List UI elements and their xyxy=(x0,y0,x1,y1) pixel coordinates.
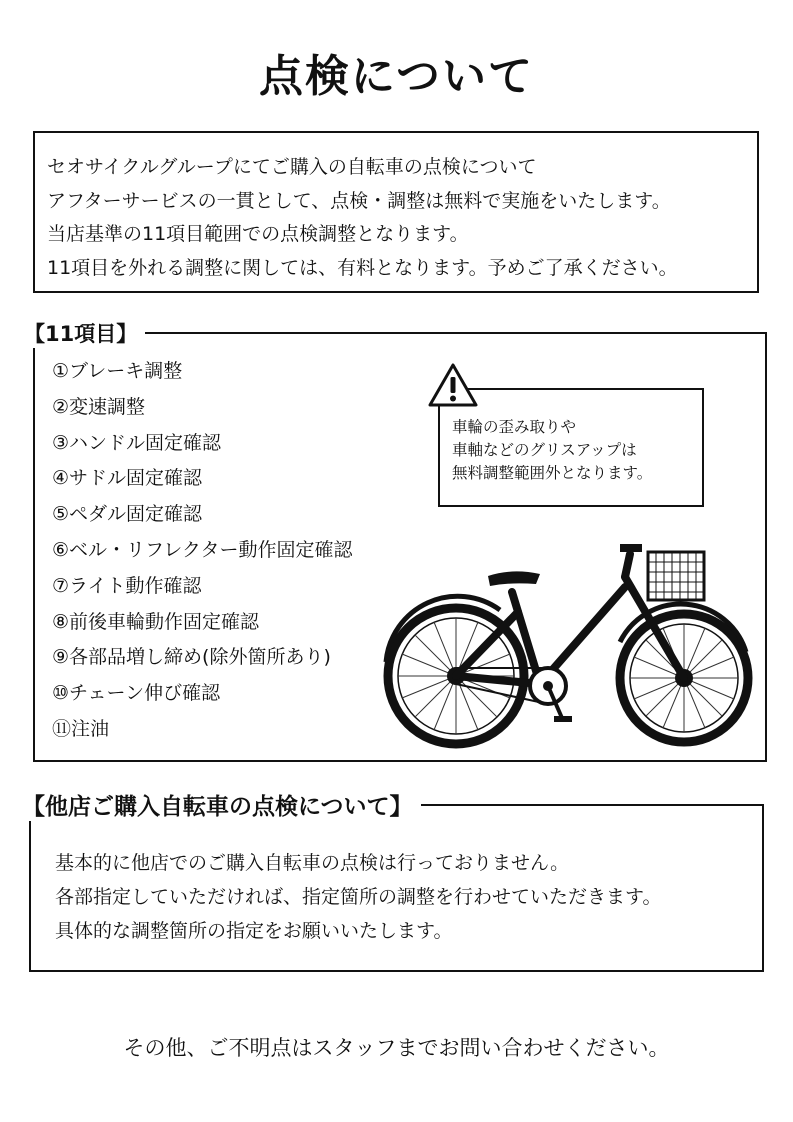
other-store-box xyxy=(29,804,764,972)
footer-note: その他、ご不明点はスタッフまでお問い合わせください。 xyxy=(123,1036,670,1060)
warning-line: 無料調整範囲外となります。 xyxy=(452,464,653,482)
list-item: ⑨各部品増し締め(除外箇所あり) xyxy=(52,646,331,669)
other-store-section-label: 【他店ご購入自転車の点検について】 xyxy=(22,788,421,821)
list-item: ①ブレーキ調整 xyxy=(52,360,183,382)
warning-triangle-icon xyxy=(427,362,479,408)
warning-line: 車軸などのグリスアップは xyxy=(452,441,637,459)
intro-line: 当店基準の11項目範囲での点検調整となります。 xyxy=(47,223,469,245)
intro-line: セオサイクルグループにてご購入の自転車の点検について xyxy=(47,156,537,178)
other-store-line: 基本的に他店でのご購入自転車の点検は行っておりません。 xyxy=(55,852,570,874)
basket xyxy=(648,552,704,600)
list-item: ⑦ライト動作確認 xyxy=(52,574,202,597)
list-item: ⑪注油 xyxy=(52,717,110,740)
list-item: ⑩チェーン伸び確認 xyxy=(52,682,221,705)
list-item: ⑤ペダル固定確認 xyxy=(52,503,203,526)
check-items-list xyxy=(52,354,353,748)
intro-line: アフターサービスの一貫として、点検・調整は無料で実施をいたします。 xyxy=(47,189,671,212)
list-item: ⑥ベル・リフレクター動作固定確認 xyxy=(52,538,353,561)
warning-line: 車輪の歪み取りや xyxy=(452,418,577,436)
intro-line: 11項目を外れる調整に関しては、有料となります。予めご了承ください。 xyxy=(47,256,678,279)
saddle xyxy=(488,571,540,586)
list-item: ③ハンドル固定確認 xyxy=(52,431,222,454)
list-item: ②変速調整 xyxy=(52,395,146,418)
other-store-line: 各部指定していただければ、指定箇所の調整を行わせていただきます。 xyxy=(55,886,662,908)
list-item: ⑧前後車輪動作固定確認 xyxy=(52,610,260,633)
other-store-line: 具体的な調整箇所の指定をお願いいたします。 xyxy=(55,920,453,942)
items-section-label: 【11項目】 xyxy=(24,318,145,348)
page-title: 点検について xyxy=(258,51,535,102)
intro-box xyxy=(33,131,759,293)
list-item: ④サドル固定確認 xyxy=(52,467,203,490)
bicycle-illustration xyxy=(380,532,756,752)
